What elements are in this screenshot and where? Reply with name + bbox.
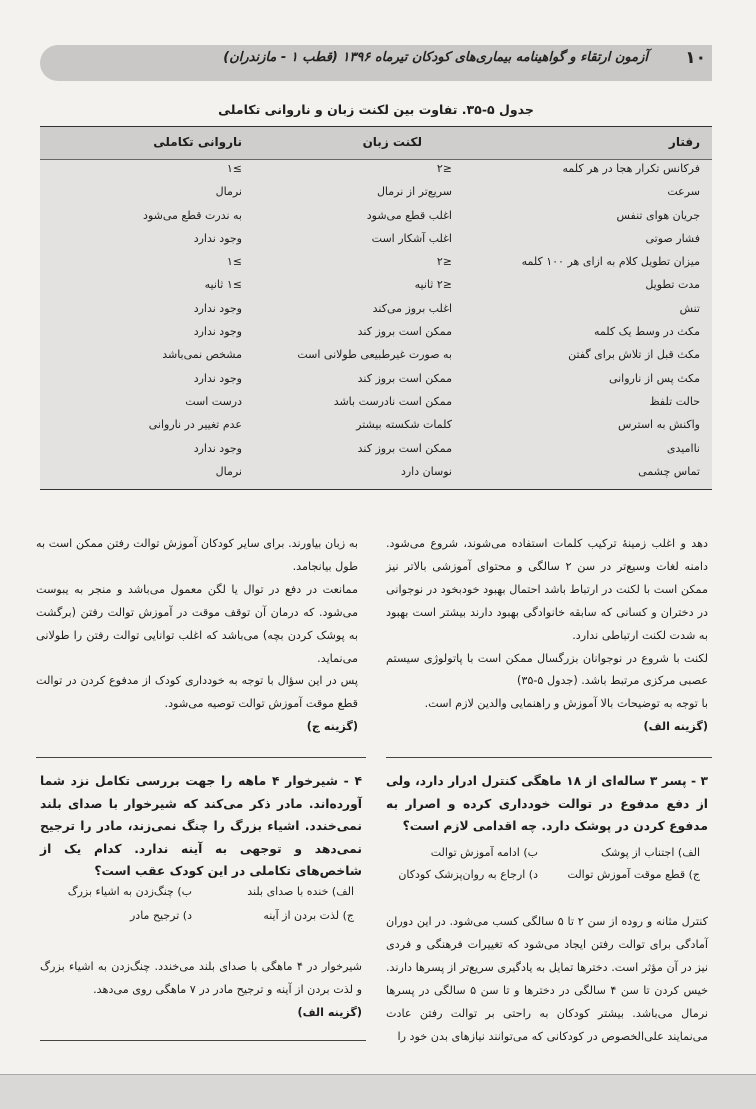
running-header-title: آزمون ارتقاء و گواهینامه بیماری‌های کودکان تیرماه ۱۳۹۶ (قطب ۱ - مازندران) bbox=[223, 50, 648, 65]
question-3-text: ۳ - پسر ۳ ساله‌ای از ۱۸ ماهگی کنترل ادرار دارد، ولی از دفع مدفوع در توالت خودداری کرده و اصرار به مدفوع کردن در پوشک دارد. چه اقدامی لازم است؟ bbox=[386, 774, 708, 833]
left-column-text bbox=[36, 533, 358, 739]
paragraph: ممانعت در دفع در توال یا لگن معمول می‌باشد و منجر به یبوست می‌شود. که درمان آن توقف موقت در آموزش توالت رفتن (برگشت به پوشک کردن بچه) می‌باشد که اغلب توانایی توالت رفتن را طولانی می‌نماید. bbox=[36, 582, 358, 665]
cell-developmental: وجود ندارد bbox=[193, 371, 242, 385]
cell-stuttering: ≤۲ bbox=[436, 255, 452, 269]
cell-behavior: میزان تطویل کلام به ازای هر ۱۰۰ کلمه bbox=[521, 255, 700, 269]
table-row bbox=[40, 299, 712, 322]
cell-behavior: سرعت bbox=[667, 185, 700, 199]
cell-stuttering: کلمات شکسته بیشتر bbox=[356, 418, 452, 432]
answer-label: (گزینه الف) bbox=[297, 1005, 362, 1019]
cell-developmental: وجود ندارد bbox=[193, 231, 242, 245]
cell-behavior: مدت تطویل bbox=[645, 278, 700, 292]
answer-label: (گزینه الف) bbox=[643, 720, 708, 734]
cell-stuttering: ≤۲ ثانیه bbox=[414, 278, 452, 292]
table-header-stuttering: لکنت زبان bbox=[362, 135, 422, 149]
table-row bbox=[40, 182, 712, 205]
comparison-table bbox=[40, 126, 712, 490]
cell-behavior: فرکانس تکرار هجا در هر کلمه bbox=[562, 162, 700, 175]
option-d: د) ترجیح مادر bbox=[130, 909, 192, 922]
cell-developmental: وجود ندارد bbox=[193, 441, 242, 455]
cell-stuttering: سریع‌تر از نرمال bbox=[376, 185, 452, 199]
paragraph: دهد و اغلب زمینهٔ ترکیب کلمات استفاده می‌شوند، شروع می‌شود. دامنه لغات وسیع‌تر در سن ۲ سالگی و محتوای آموزشی بالاتر نیز ممکن است با لکنت در ارتباط باشد احتمال بهبود خودبخود در نوجوانی در دختران و کسانی که سابقه خانوادگی بهبود دارند بیشتر است بهبود به شدت لکنت ارتباطی ندارد. bbox=[386, 537, 708, 642]
table-row bbox=[40, 392, 712, 415]
table-row bbox=[40, 206, 712, 229]
cell-developmental: نرمال bbox=[215, 185, 242, 199]
paragraph: لکنت با شروع در نوجوانان بزرگسال ممکن است با پاتولوژی سیستم عصبی مرکزی مرتبط باشد. (جدول ۵-۳۵) bbox=[386, 651, 708, 688]
page-number: ۱۰ bbox=[685, 48, 706, 68]
cell-stuttering: اغلب قطع می‌شود bbox=[366, 208, 452, 222]
question-4-options bbox=[40, 885, 362, 931]
option-a: الف) اجتناب از پوشک bbox=[601, 846, 700, 859]
cell-developmental: ≥۱ ثانیه bbox=[204, 278, 242, 292]
cell-stuttering: ≤۲ bbox=[436, 162, 452, 175]
cell-developmental: وجود ندارد bbox=[193, 301, 242, 315]
table-header-developmental: ناروانی تکاملی bbox=[153, 135, 242, 149]
cell-developmental: عدم تغییر در ناروانی bbox=[148, 418, 242, 432]
table-row bbox=[40, 369, 712, 392]
cell-behavior: واکنش به استرس bbox=[618, 418, 700, 432]
cell-developmental: به ندرت قطع می‌شود bbox=[143, 208, 242, 222]
paragraph: شیرخوار در ۴ ماهگی با صدای بلند می‌خندد. چنگ‌زدن به اشیاء بزرگ و لذت بردن از آینه و ترجیح مادر در ۷ ماهگی روی می‌دهد. bbox=[40, 960, 362, 996]
cell-developmental: وجود ندارد bbox=[193, 325, 242, 339]
paragraph: با توجه به توضیحات بالا آموزش و راهنمایی والدین لازم است. bbox=[424, 697, 708, 711]
question-3-options bbox=[386, 846, 708, 892]
right-column-text bbox=[386, 533, 708, 739]
option-b: ب) چنگ‌زدن به اشیاء بزرگ bbox=[67, 885, 192, 898]
table-body bbox=[40, 159, 712, 485]
question-3-explanation: کنترل مثانه و روده از سن ۲ تا ۵ سالگی کسب می‌شود. در این دوران آمادگی برای توالت رفتن ایجاد می‌شود که تغییرات فرهنگی و فردی نیز در آن مؤثر است. دخترها تمایل به یادگیری سریع‌تر از پسرها دارند. خیس کردن تا سن ۴ سالگی در دخترها و تا سن ۵ سالگی در پسرها نرمال می‌باشد. بیشتر کودکان به راحتی بر توالت رفتن عادت می‌نمایند علی‌الخصوص در کودکانی که می‌توانند نیازهای بدن خود را bbox=[386, 915, 709, 1043]
cell-developmental: ≥۱ bbox=[226, 162, 242, 175]
cell-stuttering: نوسان دارد bbox=[400, 464, 452, 478]
table-row bbox=[40, 415, 712, 438]
cell-stuttering: به صورت غیرطبیعی طولانی است bbox=[297, 348, 452, 362]
paragraph: به زبان بیاورند. برای سایر کودکان آموزش توالت رفتن ممکن است به طول بیانجامد. bbox=[36, 537, 358, 573]
cell-behavior: تماس چشمی bbox=[638, 464, 700, 478]
section-divider bbox=[36, 757, 366, 758]
cell-behavior: مکث در وسط یک کلمه bbox=[594, 325, 700, 339]
table-header-row bbox=[40, 127, 712, 160]
cell-behavior: ناامیدی bbox=[666, 441, 700, 455]
section-divider bbox=[386, 757, 712, 758]
option-c: ج) لذت بردن از آینه bbox=[263, 909, 354, 922]
answer-label: (گزینه ج) bbox=[306, 720, 358, 734]
option-a: الف) خنده با صدای بلند bbox=[247, 885, 354, 898]
footer-bar bbox=[0, 1074, 756, 1109]
table-caption: جدول ۵-۳۵. تفاوت بین لکنت زبان و ناروانی تکاملی bbox=[218, 102, 534, 117]
cell-stuttering: ممکن است بروز کند bbox=[357, 441, 452, 455]
option-b: ب) ادامه آموزش توالت bbox=[430, 846, 538, 859]
cell-developmental: نرمال bbox=[215, 464, 242, 478]
table-header-behavior: رفتار bbox=[668, 135, 700, 149]
table-row bbox=[40, 229, 712, 252]
cell-behavior: مکث پس از ناروانی bbox=[608, 371, 700, 385]
question-4-explanation bbox=[40, 956, 362, 1025]
option-c: ج) قطع موقت آموزش توالت bbox=[567, 868, 700, 881]
table-row bbox=[40, 462, 712, 485]
cell-stuttering: اغلب آشکار است bbox=[371, 231, 452, 245]
table-row bbox=[40, 275, 712, 298]
table-row bbox=[40, 439, 712, 462]
cell-stuttering: ممکن است نادرست باشد bbox=[333, 394, 452, 408]
cell-behavior: تنش bbox=[679, 301, 700, 315]
cell-behavior: حالت تلفظ bbox=[649, 394, 700, 408]
cell-developmental: ≥۱ bbox=[226, 255, 242, 269]
question-4-text: ۴ - شیرخوار ۴ ماهه را جهت بررسی تکامل نزد شما آورده‌اند. مادر ذکر می‌کند که شیرخوار با صدای بلند نمی‌خندد. اشیاء بزرگ را چنگ نمی‌زند، مادر را ترجیح نمی‌دهد و توجهی به آینه ندارد. کدام یک از شاخص‌های تکاملی در این کودک عقب است؟ bbox=[40, 774, 362, 878]
table-row bbox=[40, 159, 712, 182]
cell-stuttering: ممکن است بروز کند bbox=[357, 325, 452, 339]
cell-developmental: درست است bbox=[185, 394, 242, 408]
cell-developmental: مشخص نمی‌باشد bbox=[162, 348, 242, 362]
cell-behavior: فشار صوتی bbox=[645, 231, 700, 245]
cell-stuttering: اغلب بروز می‌کند bbox=[372, 301, 452, 315]
paragraph: پس در این سؤال با توجه به خودداری کودک از مدفوع کردن در توالت قطع موقت آموزش توالت توصیه می‌شود. bbox=[36, 674, 358, 711]
option-d: د) ارجاع به روان‌پزشک کودکان bbox=[398, 868, 538, 881]
table-row bbox=[40, 322, 712, 345]
table-row bbox=[40, 345, 712, 368]
table-row bbox=[40, 252, 712, 275]
cell-behavior: مکث قبل از تلاش برای گفتن bbox=[568, 348, 700, 362]
cell-behavior: جریان هوای تنفس bbox=[616, 208, 700, 222]
section-divider bbox=[40, 1040, 366, 1041]
cell-stuttering: ممکن است بروز کند bbox=[357, 371, 452, 385]
